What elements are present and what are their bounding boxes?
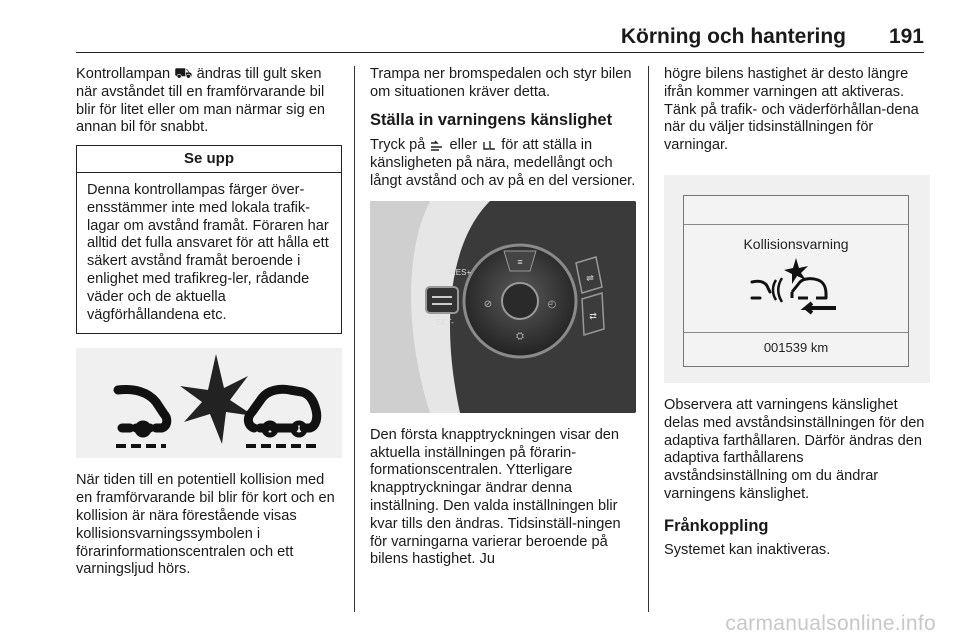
column-1 (76, 66, 342, 579)
col2-after-figure-text: Den första knapptryckningen visar den aktuella inställningen på förarin-formationscentralen. Ytterligare knapptryckningar ändrar denna inställning. Den valda inställningen blir kvar tills den ändras. Tidsinställ-ningen för varningarna varierar beroende på bilens hastighet. Ju (370, 426, 621, 568)
section-heading-disconnect: Frånkoppling (664, 516, 769, 535)
collision-warning-symbol-icon (76, 348, 342, 458)
section-heading-sensitivity: Ställa in varningens känslighet (370, 110, 613, 129)
column-2 (370, 66, 636, 569)
svg-text:⊘: ⊘ (483, 298, 493, 310)
wheel-label-res: RES+ (450, 267, 472, 277)
display-title: Kollisionsvarning (743, 235, 849, 252)
svg-text:⛭: ⛭ (516, 330, 524, 342)
caution-title: Se upp (77, 146, 341, 173)
col3-intro-text: högre bilens hastighet är desto längre ifrån kommer varningen att aktiveras. Tänk på trafik- och väderförhållan-dena när du väljer tidsinställningen för varningar. (664, 66, 919, 154)
column-3 (664, 66, 930, 559)
col3-after-figure-text: Observera att varningens känslighet delas med avståndsinställningen för den adaptiva farthållaren. Därför ändras den adaptiva farthållarens avståndsinställning om du ändrar varningens känslighet. (664, 396, 925, 502)
distance-decrease-icon (481, 139, 497, 153)
column-divider-1 (354, 66, 355, 612)
svg-text:⇌: ⇌ (586, 272, 594, 283)
collision-warning-figure (76, 348, 342, 458)
col1-intro-text: Kontrollampan ⛟ ändras till gult sken när avståndet till en framförvarande bil blir för litet eller om man närmar sig en annan bil för snabbt. (76, 66, 325, 136)
col3-final-text: Systemet kan inaktiveras. (664, 541, 831, 558)
caution-box (76, 145, 342, 334)
collision-alert-icon (746, 258, 846, 318)
watermark-text: carmanualsonline.info (725, 612, 936, 635)
col1-after-figure-text: När tiden till en potentiell kollision med en framförvarande bil blir för kort och en kollision är nära förestående visas kollisionsvarningssymbolen i förarinformationscentralen och ett varningsljud hörs. (76, 472, 335, 578)
col2-sensitivity-text: Tryck på eller för att ställa in känsligheten på nära, medellångt och långt avstånd och av på en del versioner. (370, 137, 636, 189)
svg-text:◴: ◴ (547, 298, 557, 310)
page-header (76, 24, 924, 53)
wheel-label-set: SET- (436, 317, 454, 327)
svg-text:⇄: ⇄ (589, 310, 597, 321)
driver-info-display-figure (664, 175, 930, 383)
distance-increase-icon (429, 139, 445, 153)
column-divider-2 (648, 66, 649, 612)
steering-wheel-buttons-icon (370, 201, 636, 413)
page-number: 191 (888, 25, 924, 48)
display-odometer: 001539 km (763, 339, 829, 355)
svg-text:≡: ≡ (517, 256, 523, 267)
caution-text: Denna kontrollampas färger över-ensstämmer inte med lokala trafik-lagar om avstånd framåt. Föraren har alltid det fulla ansvaret för att hålla ett säkert avstånd framåt beroende i enlighet med trafikreg-ler, rådande väder och de aktuella vägförhållandena etc. (87, 181, 329, 323)
display-panel (683, 195, 909, 367)
col2-intro-text: Trampa ner bromspedalen och styr bilen om situationen kräver detta. (370, 66, 632, 100)
steering-wheel-controls-figure (370, 201, 636, 413)
page-title: Körning och hantering (620, 25, 846, 48)
